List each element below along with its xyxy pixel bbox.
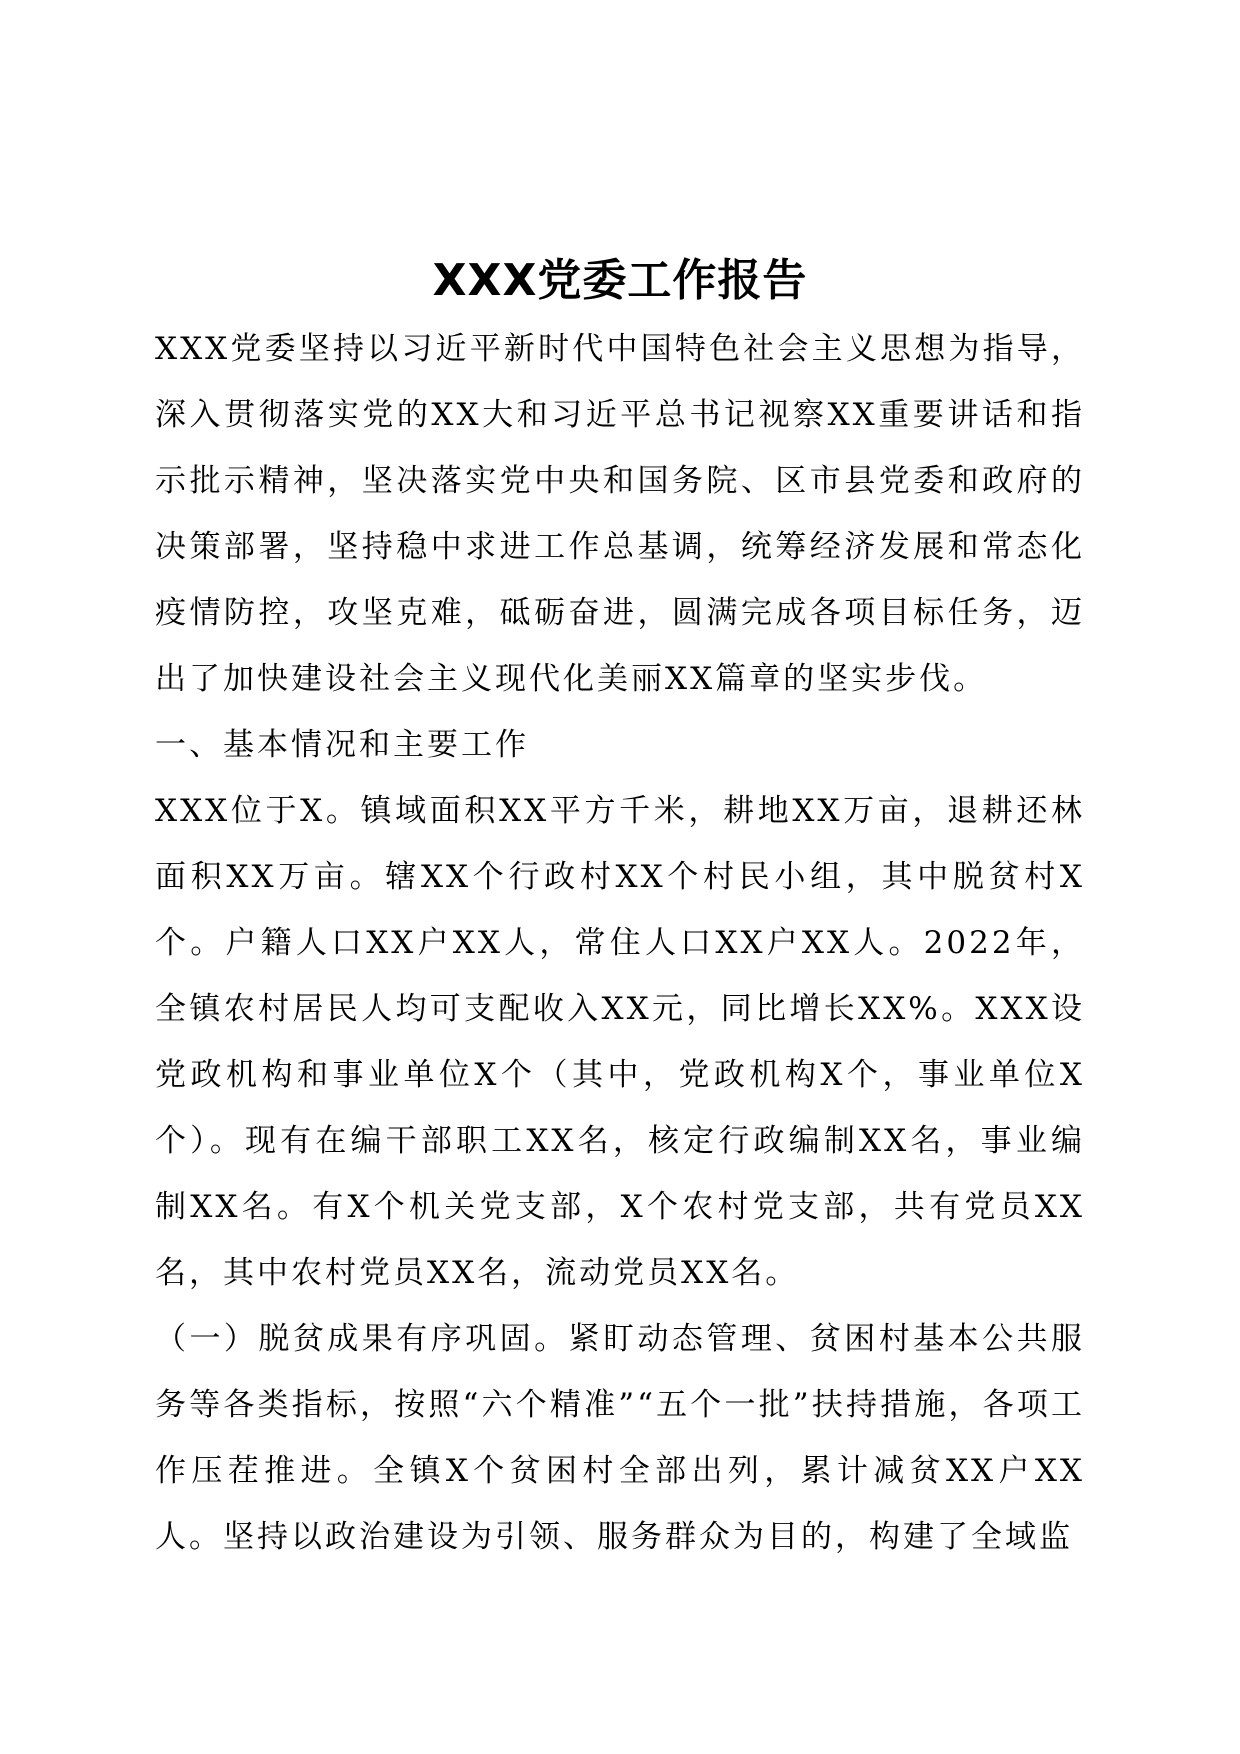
section-heading: 一、基本情况和主要工作	[155, 727, 529, 763]
document-body	[155, 316, 1085, 1570]
paragraph-basic-info: XXX位于X。镇域面积XX平方千米，耕地XX万亩，退耕还林面积XX万亩。辖XX个行政村XX个村民小组，其中脱贫村X个。户籍人口XX户XX人，常住人口XX户XX人。2022年，全镇农村居民人均可支配收入XX元，同比增长XX%。XXX设党政机构和事业单位X个（其中，党政机构X个，事业单位X个）。现有在编干部职工XX名，核定行政编制XX名，事业编制XX名。有X个机关党支部，X个农村党支部，共有党员XX名，其中农村党员XX名，流动党员XX名。	[155, 793, 1085, 1291]
paragraph-intro: XXX党委坚持以习近平新时代中国特色社会主义思想为指导，深入贯彻落实党的XX大和习近平总书记视察XX重要讲话和指示批示精神，坚决落实党中央和国务院、区市县党委和政府的决策部署，坚持稳中求进工作总基调，统筹经济发展和常态化疫情防控，攻坚克难，砥砺奋进，圆满完成各项目标任务，迈出了加快建设社会主义现代化美丽XX篇章的坚实步伐。	[155, 331, 1085, 697]
document-title: XXX党委工作报告	[432, 255, 808, 307]
paragraph-poverty-results: （一）脱贫成果有序巩固。紧盯动态管理、贫困村基本公共服务等各类指标，按照“六个精准”“五个一批”扶持措施，各项工作压茬推进。全镇X个贫困村全部出列，累计减贫XX户XX人。坚持以政治建设为引领、服务群众为目的，构建了全域监	[155, 1321, 1085, 1555]
